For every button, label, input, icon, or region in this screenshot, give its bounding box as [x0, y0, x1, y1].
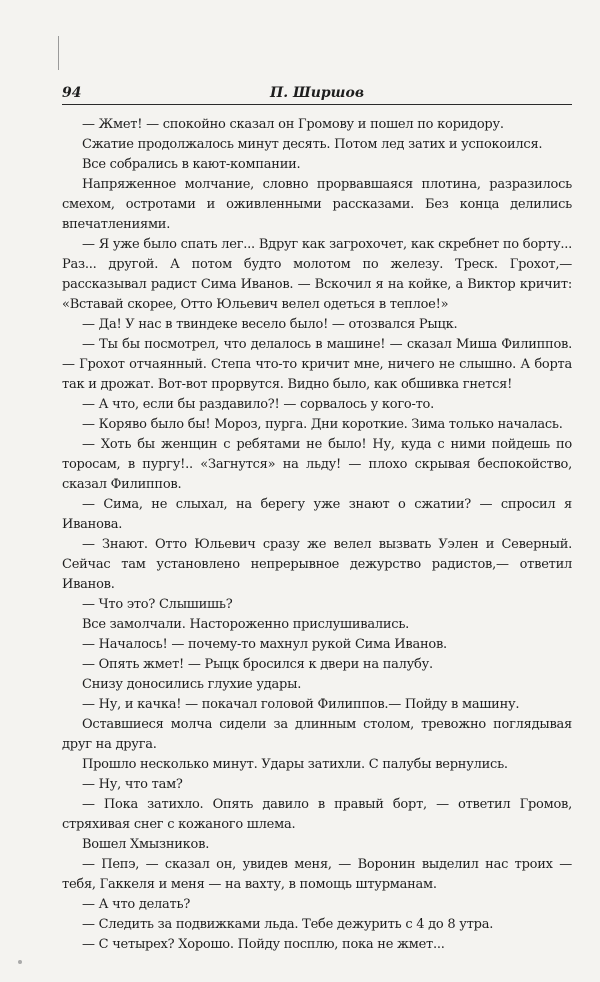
- paragraph: — Жмет! — спокойно сказал он Громову и пошел по коридору.: [82, 117, 504, 132]
- paragraph: — Следить за подвижками льда. Тебе дежурить с 4 до 8 утра.: [82, 917, 494, 932]
- paragraph: Вошел Хмызников.: [82, 837, 210, 852]
- paragraph: — Да! У нас в твиндеке весело было! — отозвался Рыцк.: [82, 317, 458, 332]
- paragraph: — Я уже было спать лег... Вдруг как загрохочет, как скребнет по борту... Раз... другой. А потом будто молотом по железу. Треск. Грохот,— рассказывал радист Сима Иванов. — Вскочил я на койке, а Виктор кричит: «Вставай скорее, Отто Юльевич велел одеться в теплое!»: [62, 237, 572, 312]
- paragraph: — Пока затихло. Опять давило в правый борт, — ответил Громов, стряхивая снег с кожаного шлема.: [62, 797, 572, 832]
- paragraph: Все замолчали. Настороженно прислушивались.: [82, 617, 410, 632]
- paragraph: — А что делать?: [82, 897, 191, 912]
- paragraph: — Ну, что там?: [82, 777, 183, 792]
- paragraph: Напряженное молчание, словно прорвавшаяся плотина, разразилось смехом, остротами и оживленными рассказами. Без конца делились впечатлениями.: [62, 177, 572, 232]
- running-title: П. Ширшов: [269, 85, 365, 101]
- paragraph: — Пепэ, — сказал он, увидев меня, — Воронин выделил нас троих — тебя, Гаккеля и меня — на вахту, в помощь штурманам.: [62, 857, 572, 892]
- paragraph: — Знают. Отто Юльевич сразу же велел вызвать Уэлен и Северный. Сейчас там установлено непрерывное дежурство радистов,— ответил Иванов.: [62, 537, 572, 592]
- paragraph: Все собрались в кают-компании.: [82, 157, 301, 172]
- book-page: [62, 84, 572, 955]
- paragraph: — С четырех? Хорошо. Пойду посплю, пока не жмет...: [82, 937, 445, 952]
- scan-speck: [18, 960, 22, 964]
- paragraph: Оставшиеся молча сидели за длинным столом, тревожно поглядывая друг на друга.: [62, 717, 572, 752]
- paragraph: Прошло несколько минут. Удары затихли. С палубы вернулись.: [82, 757, 508, 772]
- paragraph: — Что это? Слышишь?: [82, 597, 233, 612]
- paragraph: — Хоть бы женщин с ребятами не было! Ну, куда с ними пойдешь по торосам, в пургу!.. «Загнутся» на льду! — плохо скрывая беспокойство, сказал Филиппов.: [62, 437, 572, 492]
- paragraph: — Опять жмет! — Рыцк бросился к двери на палубу.: [82, 657, 433, 672]
- page-body: [62, 115, 572, 955]
- page-number: 94: [62, 85, 82, 101]
- paragraph: — Ты бы посмотрел, что делалось в машине! — сказал Миша Филиппов. — Грохот отчаянный. Степа что-то кричит мне, ничего не слышно. А борта так и дрожат. Вот-вот прорвутся. Видно было, как обшивка гнется!: [62, 337, 572, 392]
- paragraph: — Коряво было бы! Мороз, пурга. Дни короткие. Зима только началась.: [82, 417, 563, 432]
- paragraph: Сжатие продолжалось минут десять. Потом лед затих и успокоился.: [82, 137, 543, 152]
- paragraph: Снизу доносились глухие удары.: [82, 677, 302, 692]
- paragraph: — А что, если бы раздавило?! — сорвалось у кого-то.: [82, 397, 435, 412]
- paragraph: — Началось! — почему-то махнул рукой Сима Иванов.: [82, 637, 447, 652]
- paragraph: — Сима, не слыхал, на берегу уже знают о сжатии? — спросил я Иванова.: [62, 497, 572, 532]
- margin-pencil-mark: [58, 36, 59, 70]
- page-header: [62, 84, 572, 105]
- paragraph: — Ну, и качка! — покачал головой Филиппов.— Пойду в машину.: [82, 697, 520, 712]
